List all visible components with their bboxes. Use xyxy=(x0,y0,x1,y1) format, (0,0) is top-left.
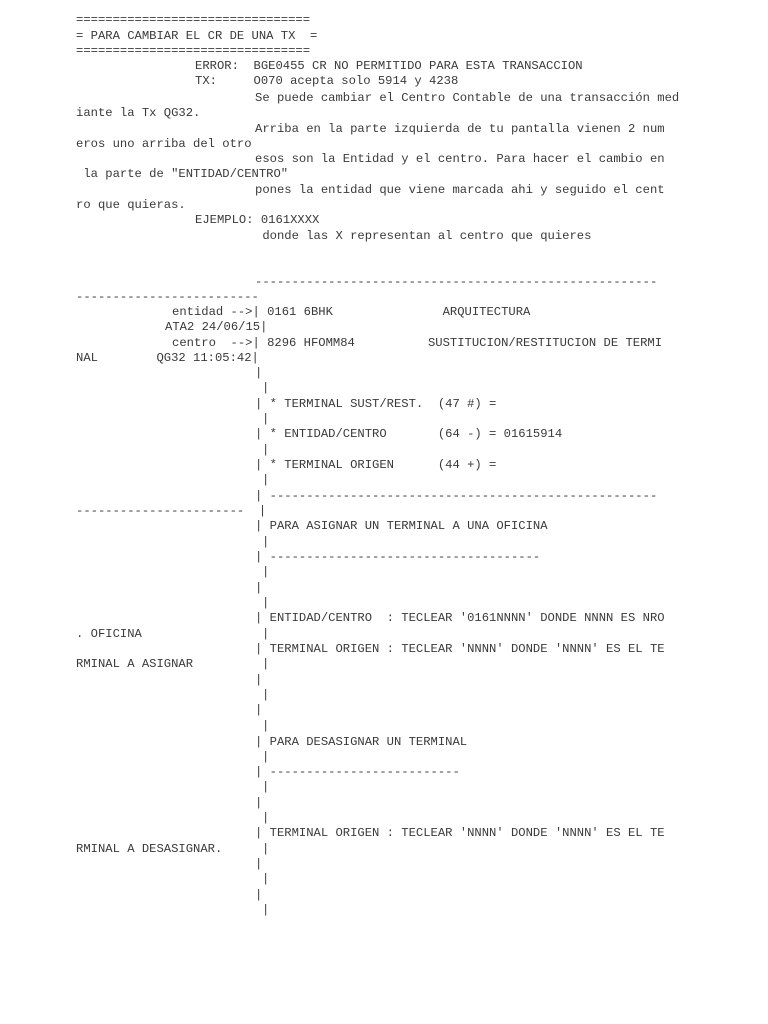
separator-line: ------------------------------------------------------- xyxy=(255,275,658,289)
text-line: | TERMINAL ORIGEN : TECLEAR 'NNNN' DONDE 'NNNN' ES EL TE xyxy=(255,642,665,656)
text-line: Arriba en la parte izquierda de tu pantalla vienen 2 num xyxy=(255,122,665,136)
text-line: ================================ xyxy=(76,44,311,58)
text-line: Se puede cambiar el Centro Contable de una transacción med xyxy=(255,91,680,105)
text-line: pones la entidad que viene marcada ahi y seguido el cent xyxy=(255,183,665,197)
text-line: | xyxy=(262,443,270,457)
text-line: EJEMPLO: 0161XXXX xyxy=(195,213,320,227)
text-line: | xyxy=(262,473,270,487)
text-line: | ENTIDAD/CENTRO : TECLEAR '0161NNNN' DONDE NNNN ES NRO xyxy=(255,611,665,625)
text-line: | xyxy=(255,366,263,380)
text-line: = PARA CAMBIAR EL CR DE UNA TX = xyxy=(76,29,318,43)
text-line: RMINAL A ASIGNAR xyxy=(76,657,194,671)
text-line: | * ENTIDAD/CENTRO (64 -) = 01615914 xyxy=(255,427,563,441)
text-line: | xyxy=(262,412,270,426)
text-line: | xyxy=(262,596,270,610)
text-line: | xyxy=(262,381,270,395)
text-line: | xyxy=(262,780,270,794)
text-line: | TERMINAL ORIGEN : TECLEAR 'NNNN' DONDE 'NNNN' ES EL TE xyxy=(255,826,665,840)
text-line: ro que quieras. xyxy=(76,198,186,212)
section-heading: | PARA ASIGNAR UN TERMINAL A UNA OFICINA xyxy=(255,519,548,533)
separator-line: | ------------------------------------- xyxy=(255,550,541,564)
text-line: | xyxy=(262,688,270,702)
text-line: ================================ xyxy=(76,13,311,27)
text-line: entidad -->| 0161 6BHK ARQUITECTURA xyxy=(172,305,531,319)
section-heading: | PARA DESASIGNAR UN TERMINAL xyxy=(255,735,468,749)
text-line: | xyxy=(262,627,270,641)
text-line: eros uno arriba del otro xyxy=(76,137,252,151)
text-line: | xyxy=(262,811,270,825)
text-line: | xyxy=(262,535,270,549)
text-line: ATA2 24/06/15| xyxy=(165,320,268,334)
text-line: | xyxy=(262,842,270,856)
text-line: RMINAL A DESASIGNAR. xyxy=(76,842,223,856)
text-line: TX: O070 acepta solo 5914 y 4238 xyxy=(195,74,459,88)
text-line: | xyxy=(262,565,270,579)
text-line: | xyxy=(255,857,263,871)
separator-line: | -------------------------- xyxy=(255,765,460,779)
text-line: | xyxy=(262,903,270,917)
text-line: | xyxy=(262,719,270,733)
text-line: | xyxy=(255,888,263,902)
text-line: | xyxy=(255,673,263,687)
text-line: donde las X representan al centro que quieres xyxy=(255,229,592,243)
text-line: NAL QG32 11:05:42| xyxy=(76,351,259,365)
text-line: la parte de "ENTIDAD/CENTRO" xyxy=(76,167,289,181)
text-line: | * TERMINAL SUST/REST. (47 #) = xyxy=(255,397,497,411)
text-line: esos son la Entidad y el centro. Para hacer el cambio en xyxy=(255,152,665,166)
text-line: | xyxy=(262,657,270,671)
text-line: | xyxy=(262,872,270,886)
separator-line: | ----------------------------------------------------- xyxy=(255,489,658,503)
text-line: ERROR: BGE0455 CR NO PERMITIDO PARA ESTA TRANSACCION xyxy=(195,59,583,73)
separator-line: ----------------------- | xyxy=(76,504,267,518)
text-line: | xyxy=(255,703,263,717)
text-line: centro -->| 8296 HFOMM84 SUSTITUCION/RESTITUCION DE TERMI xyxy=(172,336,663,350)
text-line: | xyxy=(255,796,263,810)
separator-line: ------------------------- xyxy=(76,290,259,304)
text-line: . OFICINA xyxy=(76,627,142,641)
text-line: iante la Tx QG32. xyxy=(76,106,201,120)
text-line: | * TERMINAL ORIGEN (44 +) = xyxy=(255,458,497,472)
text-line: | xyxy=(255,581,263,595)
text-line: | xyxy=(262,750,270,764)
